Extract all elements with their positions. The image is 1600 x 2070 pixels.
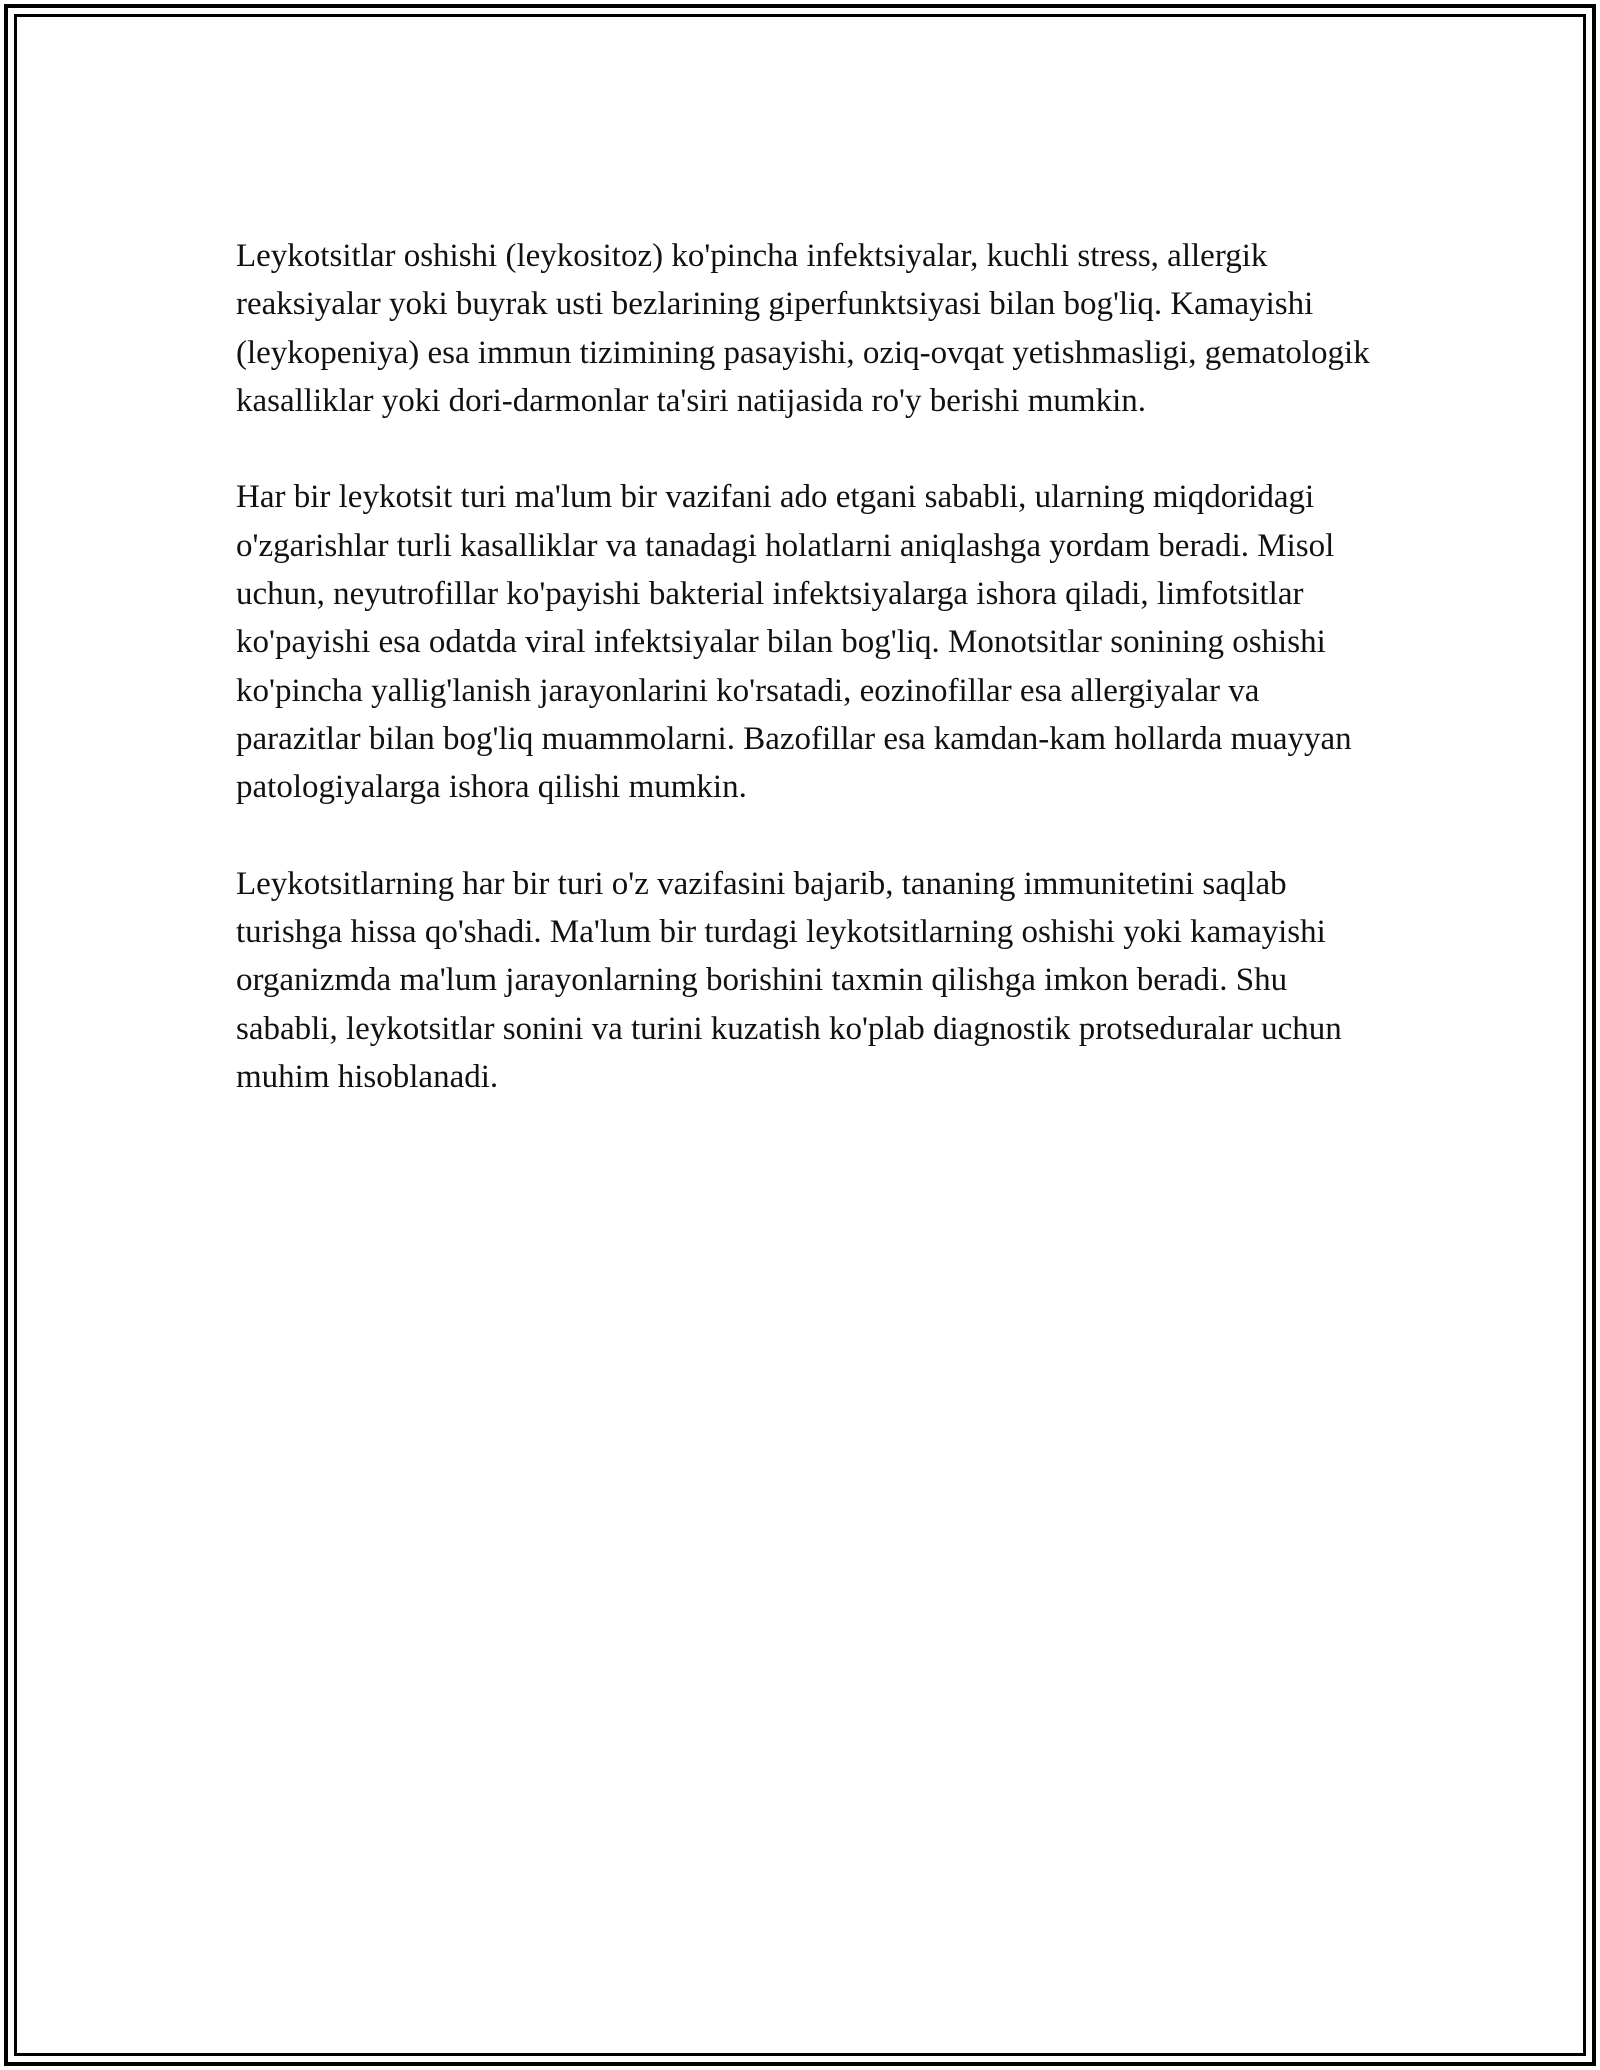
- paragraph-leukocytosis: Leykotsitlar oshishi (leykositoz) ko'pincha infektsiyalar, kuchli stress, allergik reaksiyalar yoki buyrak usti bezlarining giperfunktsiyasi bilan bog'liq. Kamayishi (leykopeniya) esa immun tizimining pasayishi, oziq-ovqat yetishmasligi, gematologik kasalliklar yoki dori-darmonlar ta'siri natijasida ro'y berishi mumkin.: [236, 238, 1370, 419]
- document-body: [236, 232, 1376, 1150]
- paragraph-diagnostic-importance: Leykotsitlarning har bir turi o'z vazifasini bajarib, tananing immunitetini saqlab turishga hissa qo'shadi. Ma'lum bir turdagi leykotsitlarning oshishi yoki kamayishi organizmda ma'lum jarayonlarning borishini taxmin qilishga imkon beradi. Shu sababli, leykotsitlar sonini va turini kuzatish ko'plab diagnostik protseduralar uchun muhim hisoblanadi.: [236, 865, 1342, 1096]
- paragraph-leukocyte-types: Har bir leykotsit turi ma'lum bir vazifani ado etgani sababli, ularning miqdoridagi o'zgarishlar turli kasalliklar va tanadagi holatlarni aniqlashga yordam beradi. Misol uchun, neyutrofillar ko'payishi bakterial infektsiyalarga ishora qiladi, limfotsitlar ko'payishi esa odatda viral infektsiyalar bilan bog'liq. Monotsitlar sonining oshishi ko'pincha yallig'lanish jarayonlarini ko'rsatadi, eozinofillar esa allergiyalar va parazitlar bilan bog'liq muammolarni. Bazofillar esa kamdan-kam hollarda muayyan patologiyalarga ishora qilishi mumkin.: [236, 479, 1352, 806]
